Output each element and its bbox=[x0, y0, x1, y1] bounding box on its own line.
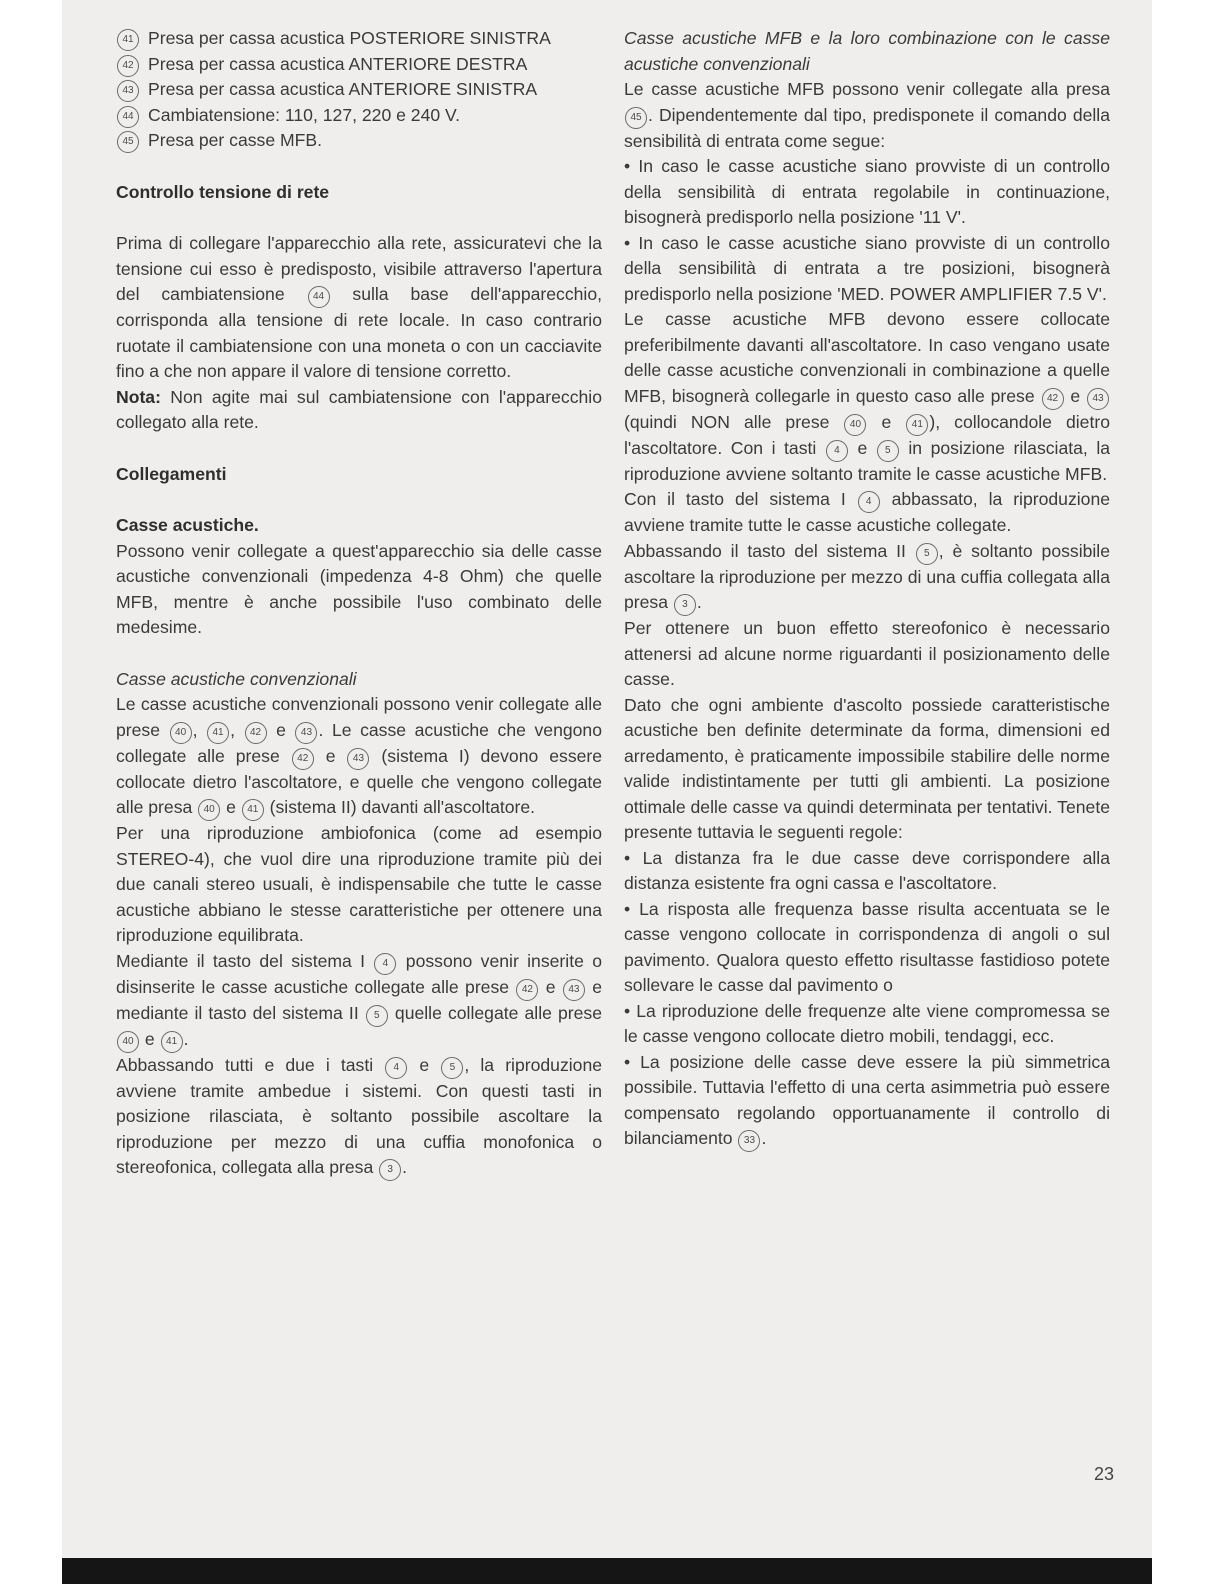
paragraph-mains-voltage: Prima di collegare l'apparecchio alla rete, assicuratevi che la tensione cui esso è predisposto, visibile attraverso l'apertura del cambiatensione 44 sulla base dell'apparecchio, corrisponda alla tensione di rete locale. In caso contrario ruotate il cambiatensione con una moneta o con un cacciavite fino a che non appare il valore di tensione corretto. bbox=[116, 233, 602, 381]
paragraph-conventional: Le casse acustiche convenzionali possono venir collegate alle prese 40 , 41 , 42 e 43 . Le casse acustiche che vengono collegate alle prese 42 e 43 (sistema I) devono essere collocate dietro l'ascoltatore, e quelle che vengono collegate alle presa 40 e 41 (sistema II) davanti all'ascoltatore. bbox=[116, 692, 602, 821]
scan-border bbox=[62, 1558, 1152, 1584]
note-label: Nota: bbox=[116, 386, 161, 407]
ref-number: 5 bbox=[877, 440, 899, 462]
ref-number: 41 bbox=[161, 1031, 183, 1053]
ref-number: 5 bbox=[366, 1005, 388, 1027]
right-column bbox=[624, 26, 1110, 1152]
ref-number: 41 bbox=[207, 722, 229, 744]
ref-number: 45 bbox=[625, 107, 647, 129]
bullet-item: • La posizione delle casse deve essere la più simmetrica possibile. Tuttavia l'effetto di una certa asimmetria può essere compensato regolando opportuanamente il controllo di bilanciamento 33 . bbox=[624, 1050, 1110, 1153]
bullet-item: • La riproduzione delle frequenze alte viene compromessa se le casse vengono collocate dietro mobili, tendaggi, ecc. bbox=[624, 999, 1110, 1050]
ref-number: 4 bbox=[826, 440, 848, 462]
paragraph-ambiophonic: Per una riproduzione ambiofonica (come ad esempio STEREO-4), che vuol dire una riproduzione tramite più dei due canali stereo usuali, è indispensabile che tutte le casse acustiche abbiano le stesse caratteristiche per ottenere una riproduzione equilibrata. bbox=[116, 823, 602, 945]
bullet-item: • La risposta alle frequenza basse risulta accentuata se le casse vengono collocate in corrispondenza di angoli o sul pavimento. Qualora questo effetto risultasse fastidioso potete sollevare le casse dal pavimento o bbox=[624, 897, 1110, 999]
ref-number: 43 bbox=[347, 748, 369, 770]
ref-number: 4 bbox=[374, 953, 396, 975]
paragraph-stereo-effect: Per ottenere un buon effetto stereofonico è necessario attenersi ad alcune norme riguardanti il posizionamento delle casse. bbox=[624, 618, 1110, 689]
legend-item bbox=[116, 77, 602, 103]
paragraph-system-keys: Mediante il tasto del sistema I 4 possono venir inserite o disinserite le casse acustiche collegate alle prese 42 e 43 e mediante il tasto del sistema II 5 quelle collegate alle prese 40 e 41 . bbox=[116, 949, 602, 1053]
ref-number: 41 bbox=[117, 29, 139, 51]
ref-number: 42 bbox=[292, 748, 314, 770]
ref-number: 43 bbox=[295, 722, 317, 744]
heading-mains-voltage: Controllo tensione di rete bbox=[116, 181, 330, 202]
ref-number: 44 bbox=[308, 286, 330, 308]
legend-text: Presa per cassa acustica POSTERIORE SINISTRA bbox=[148, 28, 551, 48]
paragraph-mfb-connection: Le casse acustiche MFB possono venir collegate alla presa 45 . Dipendentemente dal tipo, predisponete il comando della sensibilità di entrata come segue: bbox=[624, 79, 1110, 151]
paragraph-speakers: Possono venir collegate a quest'apparecchio sia delle casse acustiche convenzionali (impedenza 4-8 Ohm) che quelle MFB, mentre è anche possibile l'uso combinato delle medesime. bbox=[116, 540, 602, 637]
left-column bbox=[116, 26, 602, 1181]
heading-connections: Collegamenti bbox=[116, 463, 227, 484]
heading-speakers: Casse acustiche. bbox=[116, 515, 259, 535]
ref-number: 3 bbox=[674, 594, 696, 616]
ref-number: 42 bbox=[1042, 388, 1064, 410]
ref-number: 4 bbox=[385, 1057, 407, 1079]
legend-item bbox=[116, 128, 602, 154]
ref-number: 40 bbox=[170, 722, 192, 744]
ref-number: 4 bbox=[858, 491, 880, 513]
ref-number: 42 bbox=[245, 722, 267, 744]
legend-text: Presa per casse MFB. bbox=[148, 130, 323, 150]
ref-number: 44 bbox=[117, 106, 139, 128]
ref-number: 5 bbox=[916, 543, 938, 565]
ref-number: 40 bbox=[844, 414, 866, 436]
ref-number: 40 bbox=[117, 1031, 139, 1053]
ref-number: 45 bbox=[117, 131, 139, 153]
legend-item bbox=[116, 103, 602, 129]
heading-mfb-speakers: Casse acustiche MFB e la loro combinazione con le casse acustiche convenzionali bbox=[624, 28, 1110, 74]
bullet-item: • La distanza fra le due casse deve corrispondere alla distanza esistente fra ogni cassa e l'ascoltatore. bbox=[624, 846, 1110, 897]
paragraph-both-keys: Abbassando tutti e due i tasti 4 e 5 , la riproduzione avviene tramite ambedue i sistemi. Con questi tasti in posizione rilasciata, è soltanto possibile ascoltare la riproduzione per mezzo di una cuffia monofonica o stereofonica, collegata alla presa 3 . bbox=[116, 1053, 602, 1182]
page-number: 23 bbox=[1093, 1464, 1114, 1484]
ref-number: 41 bbox=[906, 414, 928, 436]
legend-item bbox=[116, 52, 602, 78]
paragraph-mfb-placement: Le casse acustiche MFB devono essere collocate preferibilmente davanti all'ascoltatore. In caso vengano usate delle casse acustiche convenzionali in combinazione a quelle MFB, bisognerà collegarle in questo caso alle prese 42 e 43 (quindi NON alle prese 40 e 41 ), collocandole dietro l'ascoltatore. Con i tasti 4 e 5 in posizione rilasciata, la riproduzione avviene soltanto tramite le casse acustiche MFB. bbox=[624, 309, 1111, 484]
ref-number: 33 bbox=[738, 1130, 760, 1152]
legend-text: Cambiatensione: 110, 127, 220 e 240 V. bbox=[148, 104, 461, 125]
ref-number: 5 bbox=[441, 1057, 463, 1079]
legend-item bbox=[116, 26, 602, 52]
paragraph-note: Nota: Non agite mai sul cambiatensione con l'apparecchio collegato alla rete. bbox=[116, 386, 602, 432]
bullet-item: • In caso le casse acustiche siano provviste di un controllo della sensibilità di entrata a tre posizioni, bisognerà predisporlo nella posizione 'MED. POWER AMPLIFIER 7.5 V'. bbox=[624, 231, 1110, 308]
ref-number: 42 bbox=[117, 55, 139, 77]
legend-text: Presa per cassa acustica ANTERIORE SINISTRA bbox=[148, 79, 538, 99]
ref-number: 3 bbox=[379, 1159, 401, 1181]
manual-page bbox=[62, 0, 1152, 1584]
ref-number: 42 bbox=[516, 979, 538, 1001]
ref-number: 43 bbox=[117, 80, 139, 102]
ref-number: 43 bbox=[563, 979, 585, 1001]
ref-number: 43 bbox=[1087, 388, 1109, 410]
legend-text: Presa per cassa acustica ANTERIORE DESTRA bbox=[148, 53, 528, 74]
bullet-item: • In caso le casse acustiche siano provviste di un controllo della sensibilità di entrata regolabile in continuazione, bisognerà predisporlo nella posizione '11 V'. bbox=[624, 154, 1110, 231]
heading-conventional-speakers: Casse acustiche convenzionali bbox=[116, 668, 357, 689]
paragraph-room-acoustics: Dato che ogni ambiente d'ascolto possiede caratteristische acustiche ben definite determinate da forma, dimensioni ed arredamento, è praticamente impossibile stabilire delle norme valide indistintamente per tutti gli ambienti. La posizione ottimale delle casse va quindi determinata per tentativi. Tenete presente tuttavia le seguenti regole: bbox=[624, 694, 1110, 842]
ref-number: 40 bbox=[198, 799, 220, 821]
ref-number: 41 bbox=[242, 799, 264, 821]
paragraph-system-one: Con il tasto del sistema I 4 abbassato, la riproduzione avviene tramite tutte le casse acustiche collegate. bbox=[624, 489, 1111, 535]
paragraph-system-two: Abbassando il tasto del sistema II 5 , è soltanto possibile ascoltare la riproduzione per mezzo di una cuffia collegata alla presa 3 . bbox=[624, 539, 1110, 617]
